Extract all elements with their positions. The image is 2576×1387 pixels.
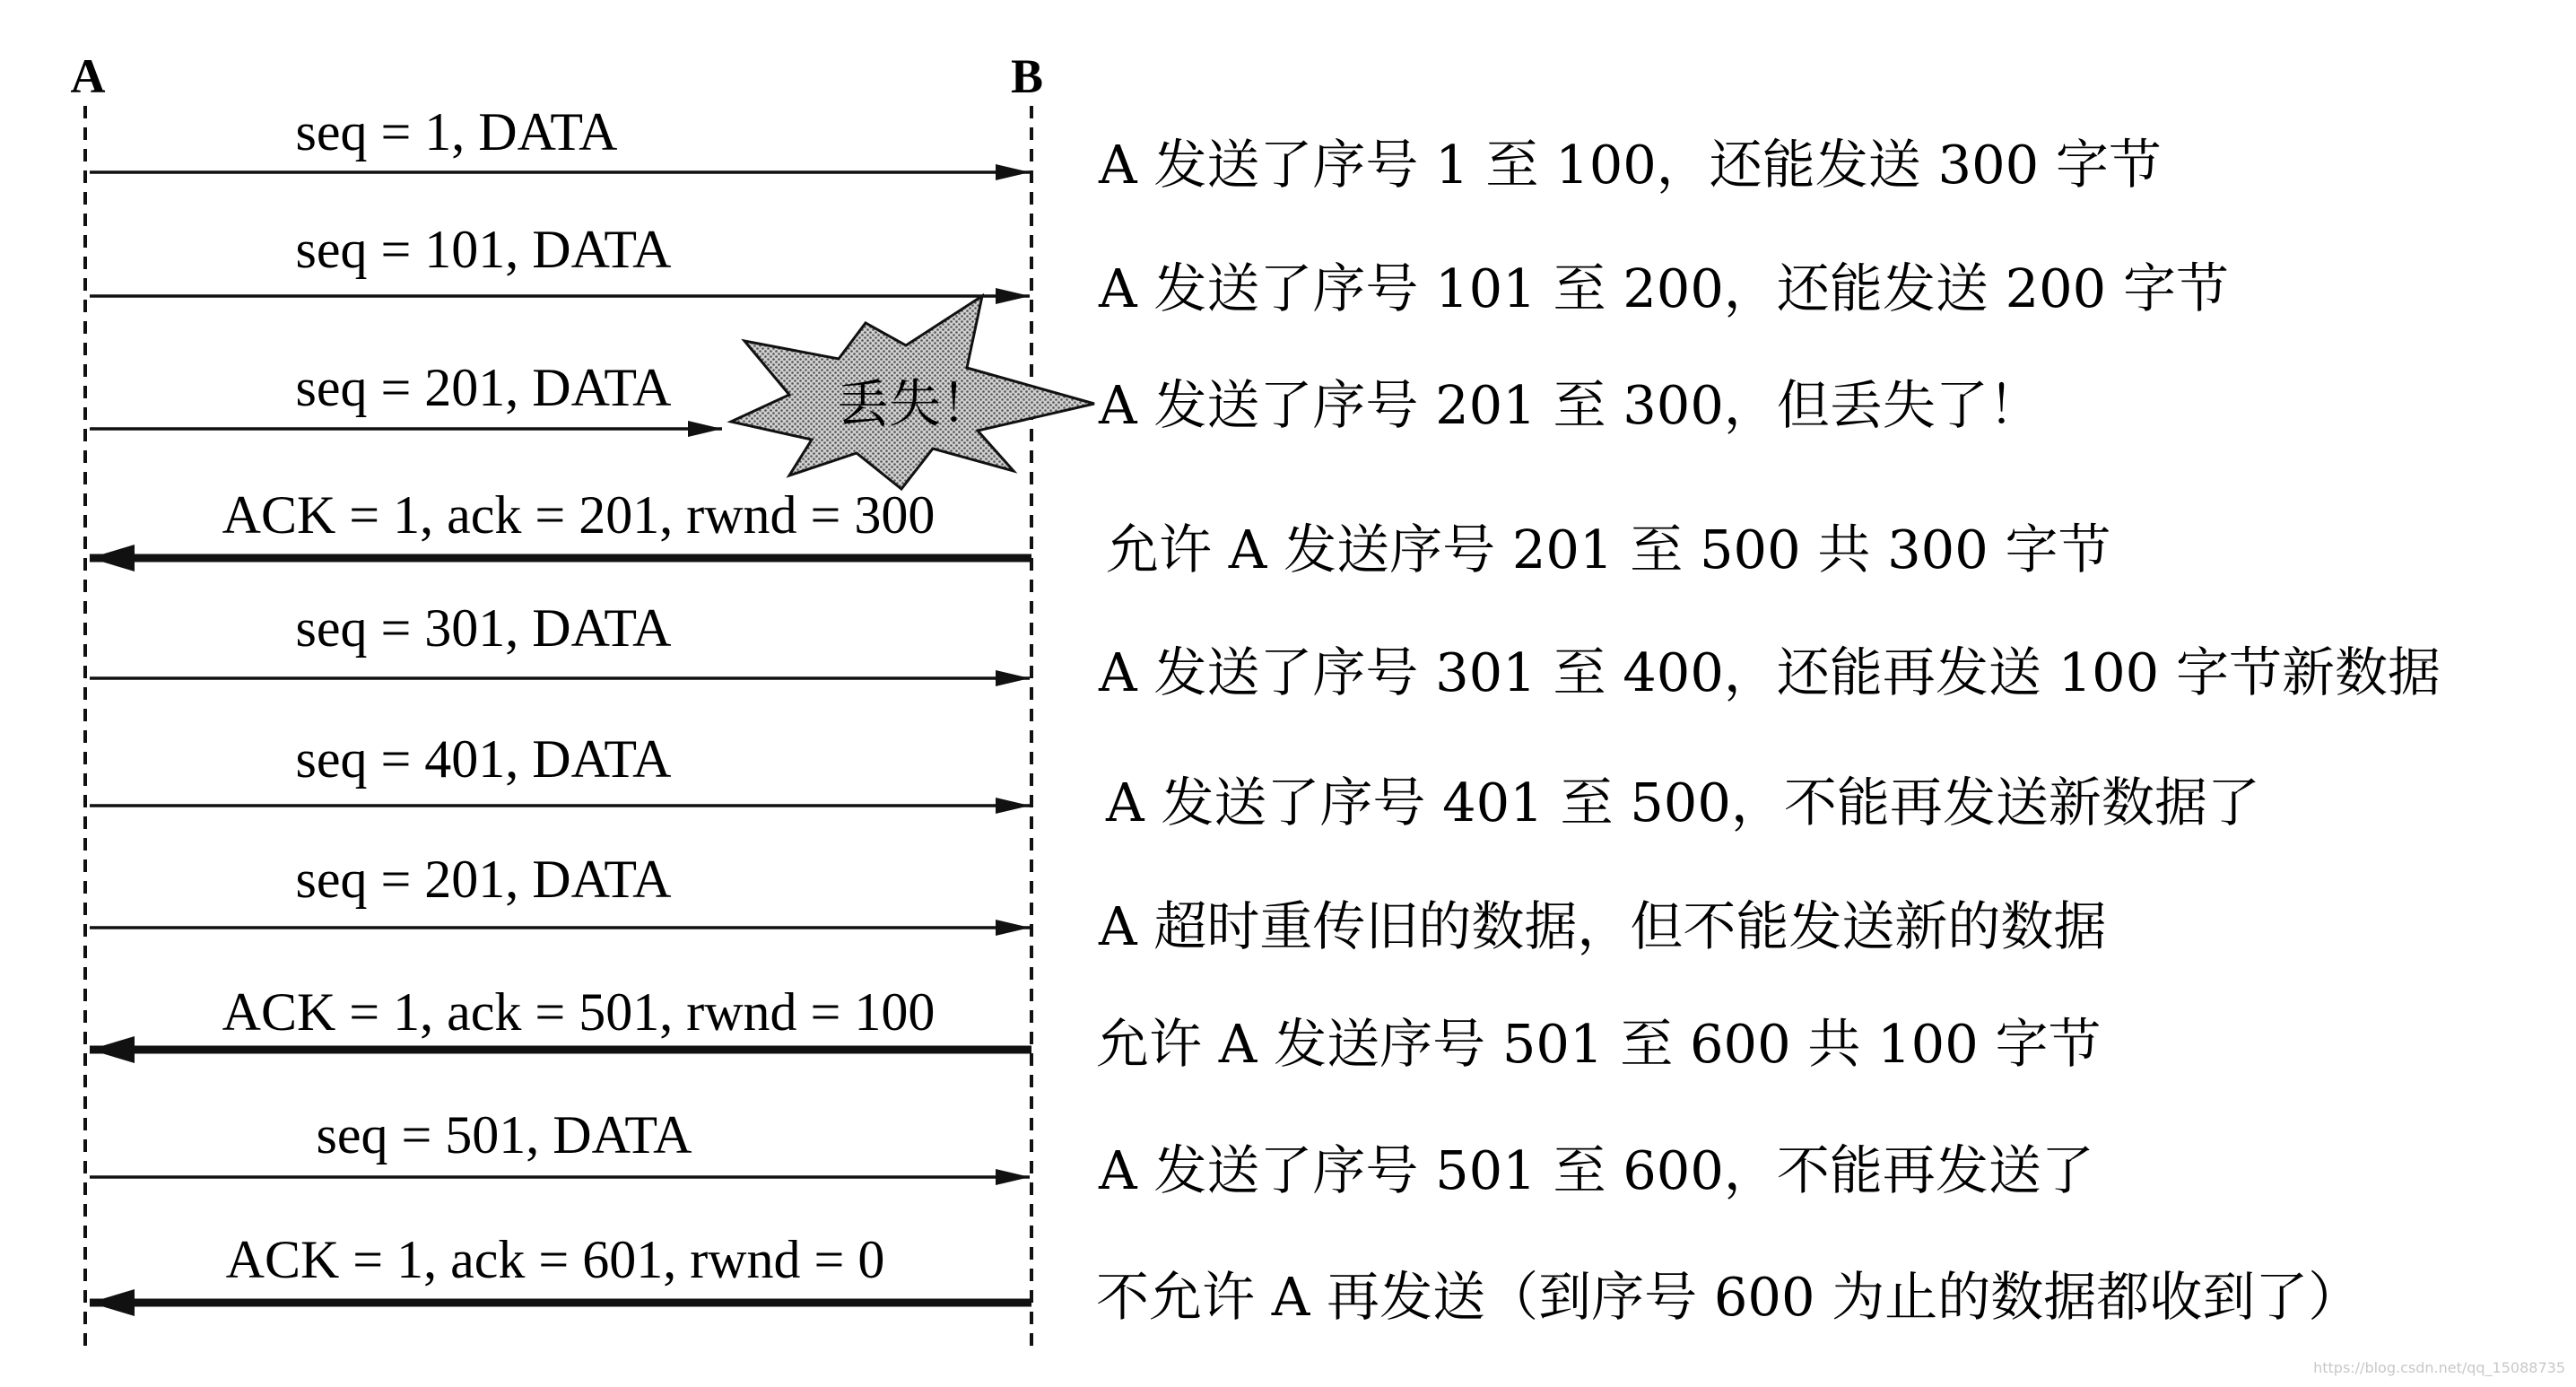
message-label: seq = 301, DATA bbox=[295, 598, 672, 658]
message-note: A 超时重传旧的数据，但不能发送新的数据 bbox=[1099, 895, 2107, 957]
message-row bbox=[90, 598, 2441, 703]
message-row bbox=[90, 1105, 2094, 1201]
message-note: A 发送了序号 1 至 100，还能发送 300 字节 bbox=[1099, 134, 2162, 196]
lost-burst-label: 丢失！ bbox=[836, 373, 994, 434]
message-label: ACK = 1, ack = 501, rwnd = 100 bbox=[222, 982, 936, 1042]
message-label: seq = 401, DATA bbox=[295, 729, 672, 789]
message-row bbox=[90, 850, 2106, 957]
message-note: 允许 A 发送序号 501 至 600 共 100 字节 bbox=[1096, 1013, 2102, 1075]
endpoint-a-label: A bbox=[70, 49, 106, 103]
message-note: A 发送了序号 201 至 300，但丢失了！ bbox=[1099, 374, 2041, 436]
watermark: https://blog.csdn.net/qq_15088735 bbox=[2313, 1359, 2565, 1376]
message-row bbox=[90, 102, 2162, 196]
message-row bbox=[90, 729, 2260, 833]
message-label: ACK = 1, ack = 201, rwnd = 300 bbox=[222, 485, 936, 545]
endpoint-b-label: B bbox=[1010, 49, 1044, 103]
message-label: seq = 201, DATA bbox=[295, 358, 672, 417]
message-label: ACK = 1, ack = 601, rwnd = 0 bbox=[225, 1230, 885, 1289]
message-note: A 发送了序号 101 至 200，还能发送 200 字节 bbox=[1099, 257, 2229, 319]
message-label: seq = 1, DATA bbox=[295, 102, 618, 161]
message-row bbox=[90, 982, 2101, 1075]
message-label: seq = 101, DATA bbox=[295, 220, 672, 279]
message-note: 允许 A 发送序号 201 至 500 共 300 字节 bbox=[1106, 519, 2111, 580]
lost-burst bbox=[731, 296, 1094, 489]
message-row bbox=[90, 485, 2110, 580]
message-note: A 发送了序号 301 至 400，还能再发送 100 字节新数据 bbox=[1099, 641, 2441, 703]
message-row bbox=[90, 1230, 2361, 1328]
message-row bbox=[90, 220, 2229, 319]
message-label: seq = 501, DATA bbox=[316, 1105, 692, 1165]
message-label: seq = 201, DATA bbox=[295, 850, 672, 909]
message-note: A 发送了序号 501 至 600，不能再发送了 bbox=[1099, 1139, 2094, 1201]
message-note: A 发送了序号 401 至 500，不能再发送新数据了 bbox=[1106, 772, 2260, 833]
message-note: 不允许 A 再发送（到序号 600 为止的数据都收到了） bbox=[1096, 1266, 2362, 1328]
